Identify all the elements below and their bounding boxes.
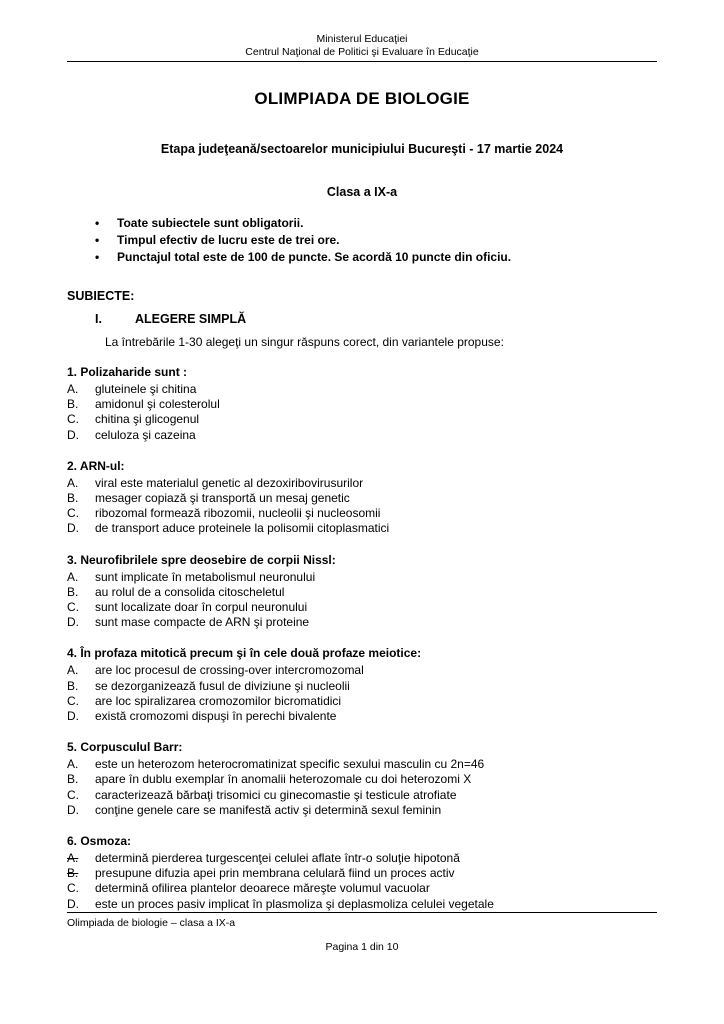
option-letter: D. [67, 427, 79, 442]
option-row [67, 521, 657, 536]
option-text: este un proces pasiv implicat în plasmoliza şi deplasmoliza celulei vegetale [95, 896, 494, 911]
option-letter: C. [67, 787, 79, 802]
option-row [67, 600, 657, 615]
footer-page-number: Pagina 1 din 10 [325, 941, 399, 953]
option-text: are loc spiralizarea cromozomilor bicromatidici [95, 693, 342, 708]
option-letter: A. [67, 663, 79, 678]
section-numeral: I. [95, 312, 102, 326]
option-letter: B. [67, 397, 79, 412]
option-row [67, 397, 657, 412]
document-footer [67, 912, 657, 954]
option-text: sunt mase compacte de ARN şi proteine [95, 615, 310, 630]
question-block [67, 553, 657, 631]
option-row [67, 663, 657, 678]
question-block [67, 459, 657, 537]
document-title: OLIMPIADA DE BIOLOGIE [254, 89, 470, 108]
option-text: are loc procesul de crossing-over intercromozomal [95, 663, 364, 678]
option-text: este un heterozom heterocromatinizat specific sexului masculin cu 2n=46 [95, 757, 485, 772]
option-letter: C. [67, 693, 79, 708]
option-row [67, 585, 657, 600]
option-text: presupune difuzia apei prin membrana celulară fiind un proces activ [95, 866, 455, 881]
option-letter: D. [67, 521, 79, 536]
option-text: ribozomal formează ribozomii, nucleolii şi nucleosomii [95, 506, 381, 521]
option-text: gluteinele şi chitina [95, 382, 197, 396]
question-stem: 2. ARN-ul: [67, 458, 125, 473]
option-text: sunt localizate doar în corpul neuronului [95, 600, 308, 615]
question-options [67, 476, 657, 537]
option-text: există cromozomi dispuşi în perechi bivalente [95, 709, 337, 724]
instructions-list [67, 215, 657, 266]
option-text: celuloza şi cazeina [95, 427, 196, 442]
option-text: au rolul de a consolida citoscheletul [95, 584, 285, 599]
option-text: chitina şi glicogenul [95, 412, 200, 427]
document-header [67, 33, 657, 59]
option-letter: D. [67, 896, 79, 911]
option-row [67, 570, 657, 585]
option-row [67, 679, 657, 694]
option-text: de transport aduce proteinele la polisomii citoplasmatici [95, 521, 390, 536]
option-row [67, 897, 657, 912]
section-title: ALEGERE SIMPLĂ [135, 312, 247, 326]
ministry-line: Ministerul Educaţiei [316, 33, 408, 45]
question-block [67, 365, 657, 443]
option-text: amidonul şi colesterolul [95, 397, 220, 412]
option-row [67, 851, 657, 866]
option-row [67, 757, 657, 772]
option-row [67, 382, 657, 397]
option-text: conţine genele care se manifestă activ şi determină sexul feminin [95, 802, 442, 817]
question-stem: 5. Corpusculul Barr: [67, 740, 183, 755]
option-row [67, 694, 657, 709]
question-options [67, 757, 657, 818]
option-letter: A. [67, 382, 79, 396]
option-row [67, 866, 657, 881]
option-row [67, 881, 657, 896]
option-letter: B. [67, 491, 79, 506]
question-stem: 6. Osmoza: [67, 834, 132, 849]
option-row [67, 788, 657, 803]
option-letter: D. [67, 802, 79, 817]
option-letter: C. [67, 506, 79, 521]
stage-subtitle: Etapa judeţeană/sectoarelor municipiului Bucureşti - 17 martie 2024 [160, 142, 564, 156]
option-letter: B. [67, 584, 79, 599]
subjects-label: SUBIECTE: [67, 289, 135, 303]
option-letter: A. [67, 475, 79, 490]
question-options [67, 663, 657, 724]
option-letter: D. [67, 709, 79, 724]
option-text: mesager copiază şi transportă un mesaj genetic [95, 491, 350, 506]
option-letter: B. [67, 678, 79, 693]
question-options [67, 382, 657, 443]
option-letter: C. [67, 881, 79, 896]
option-row [67, 506, 657, 521]
option-text: se dezorganizează fusul de diviziune şi nucleolii [95, 678, 350, 693]
option-row [67, 709, 657, 724]
footer-document-name: Olimpiada de biologie – clasa a IX-a [67, 917, 236, 929]
instruction-item: • Timpul efectiv de lucru este de trei ore. [67, 232, 657, 249]
option-row [67, 412, 657, 427]
option-text: determină ofilirea plantelor deoarece măreşte volumul vacuolar [95, 881, 430, 896]
option-letter: B. [67, 866, 79, 881]
option-row [67, 803, 657, 818]
instruction-item: • Punctajul total este de 100 de puncte. Se acordă 10 puncte din oficiu. [67, 249, 657, 266]
option-text: viral este materialul genetic al dezoxiribovirusurilor [95, 475, 364, 490]
section-heading [67, 312, 657, 326]
option-letter: B. [67, 772, 79, 787]
option-text: caracterizează bărbaţi trisomici cu ginecomastie şi testicule atrofiate [95, 787, 457, 802]
option-row [67, 476, 657, 491]
instruction-item: • Toate subiectele sunt obligatorii. [67, 215, 657, 232]
question-block [67, 834, 657, 912]
option-letter: C. [67, 412, 79, 427]
questions-container [67, 365, 657, 912]
option-row [67, 772, 657, 787]
question-options [67, 851, 657, 912]
question-stem: 4. În profaza mitotică precum şi în cele două profaze meiotice: [67, 646, 422, 661]
option-letter: A. [67, 569, 79, 584]
footer-divider [67, 912, 657, 913]
option-text: sunt implicate în metabolismul neuronului [95, 569, 316, 584]
option-text: determină pierderea turgescenţei celulei aflate într-o soluţie hipotonă [95, 851, 460, 866]
option-row [67, 428, 657, 443]
question-stem: 1. Polizaharide sunt : [67, 365, 188, 379]
question-options [67, 570, 657, 631]
option-letter: A. [67, 851, 79, 866]
center-line: Centrul Naţional de Politici şi Evaluare în Educaţie [245, 46, 479, 58]
question-block [67, 740, 657, 818]
option-text: apare în dublu exemplar în anomalii heterozomale cu doi heterozomi X [95, 772, 472, 787]
option-letter: D. [67, 615, 79, 630]
option-row [67, 615, 657, 630]
class-heading: Clasa a IX-a [326, 185, 398, 199]
option-letter: A. [67, 757, 79, 772]
option-letter: C. [67, 600, 79, 615]
question-block [67, 646, 657, 724]
option-row [67, 491, 657, 506]
section-instruction: La întrebările 1-30 alegeţi un singur răspuns corect, din variantele propuse: [105, 335, 504, 349]
question-stem: 3. Neurofibrilele spre deosebire de corpii Nissl: [67, 552, 336, 567]
header-divider [67, 61, 657, 62]
